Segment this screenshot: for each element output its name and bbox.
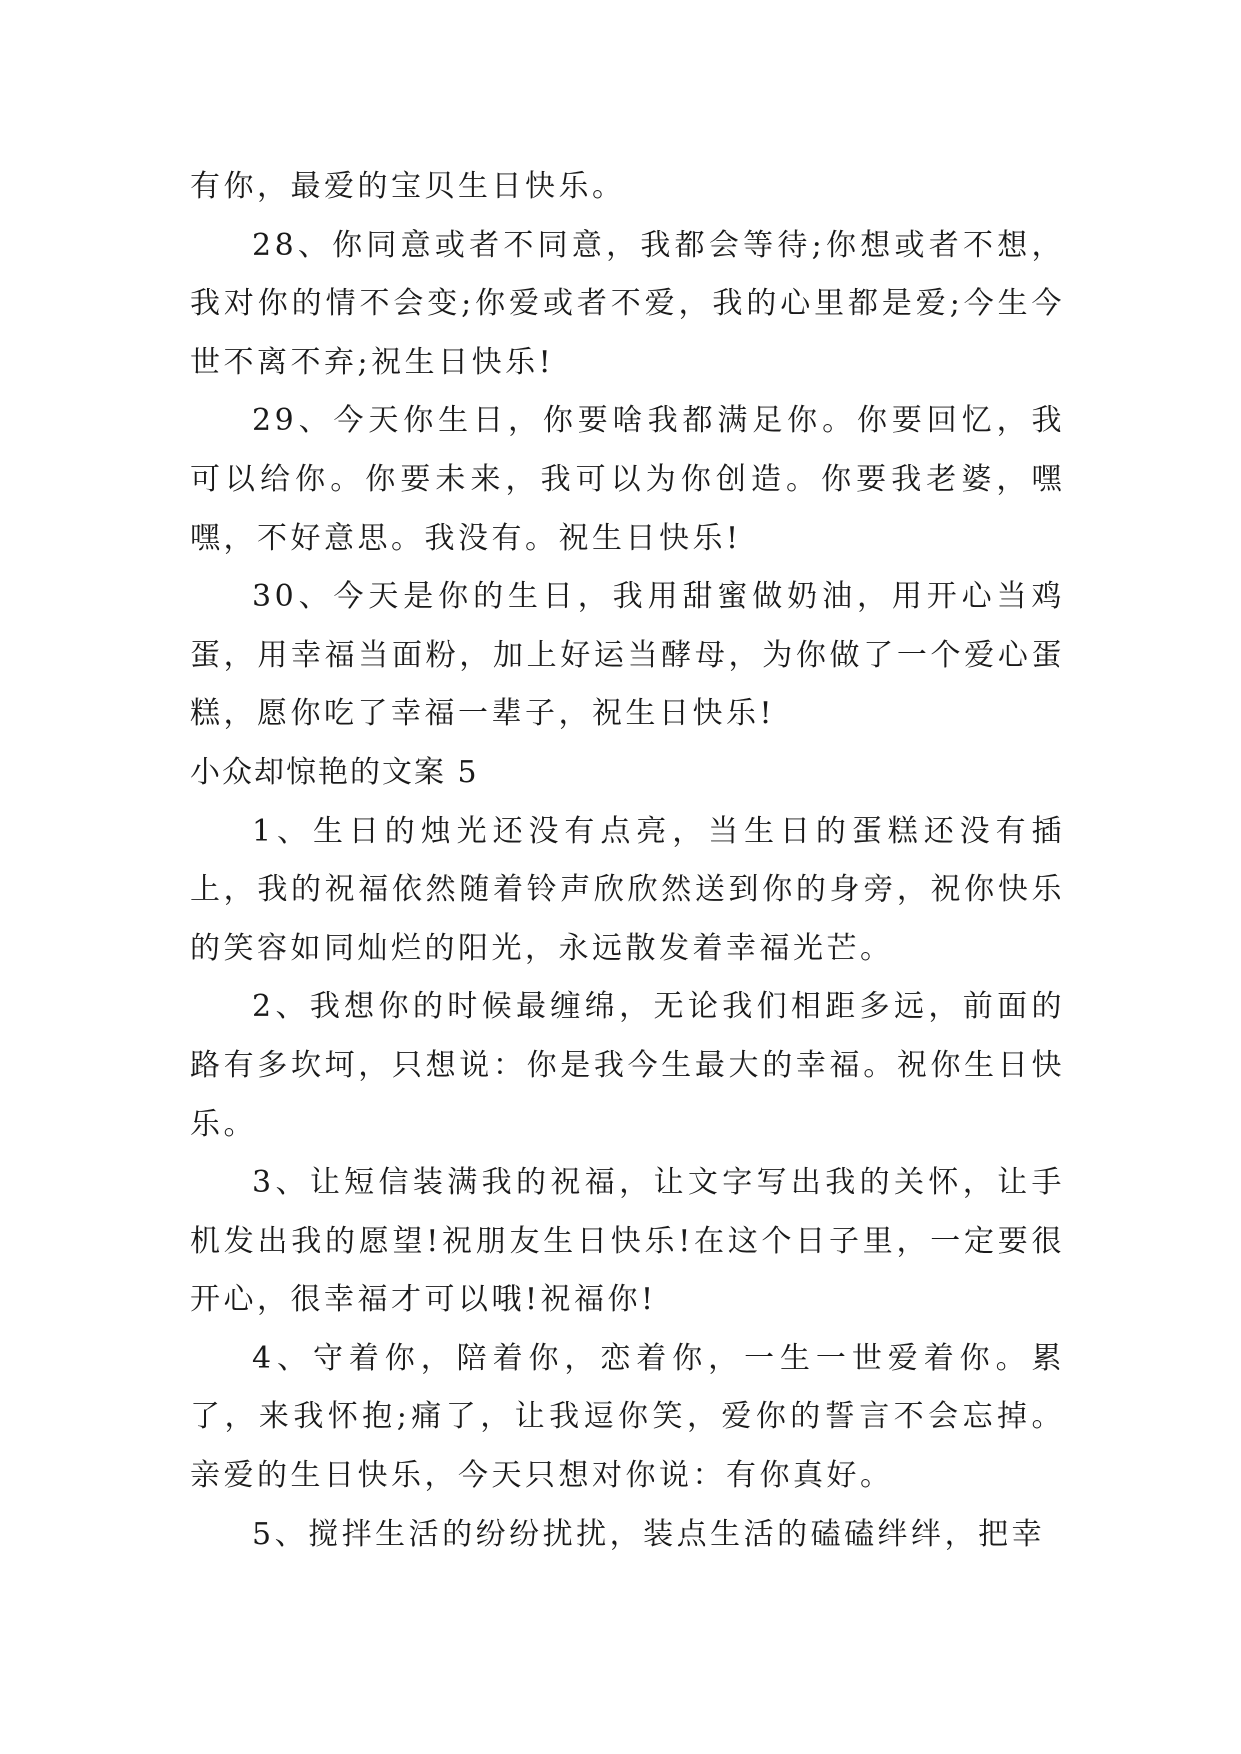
paragraph-item-30: 30、今天是你的生日，我用甜蜜做奶油，用开心当鸡蛋，用幸福当面粉，加上好运当酵母，为你做了一个爱心蛋糕，愿你吃了幸福一辈子，祝生日快乐! [190,579,1065,732]
paragraph-item-2: 2、我想你的时候最缠绵，无论我们相距多远，前面的路有多坎坷，只想说：你是我今生最大的幸福。祝你生日快乐。 [190,989,1065,1142]
paragraph-item-28: 28、你同意或者不同意，我都会等待;你想或者不想，我对你的情不会变;你爱或者不爱，我的心里都是爱;今生今世不离不弃;祝生日快乐! [190,227,1065,380]
paragraph-item-29: 29、今天你生日，你要啥我都满足你。你要回忆，我可以给你。你要未来，我可以为你创造。你要我老婆，嘿嘿，不好意思。我没有。祝生日快乐! [190,403,1065,556]
paragraph-item-5: 5、搅拌生活的纷纷扰扰，装点生活的磕磕绊绊，把幸 [252,1516,1046,1552]
paragraph-continuation: 有你，最爱的宝贝生日快乐。 [190,169,626,204]
document-body [190,158,1065,1564]
section-heading: 小众却惊艳的文案 5 [190,754,479,790]
paragraph-item-4: 4、守着你，陪着你，恋着你，一生一世爱着你。累了，来我怀抱;痛了，让我逗你笑，爱你的誓言不会忘掉。亲爱的生日快乐，今天只想对你说：有你真好。 [190,1340,1065,1494]
paragraph-item-3: 3、让短信装满我的祝福，让文字写出我的关怀，让手机发出我的愿望!祝朋友生日快乐!在这个日子里，一定要很开心，很幸福才可以哦!祝福你! [190,1165,1065,1318]
paragraph-item-1: 1、生日的烛光还没有点亮，当生日的蛋糕还没有插上，我的祝福依然随着铃声欣欣然送到你的身旁，祝你快乐的笑容如同灿烂的阳光，永远散发着幸福光芒。 [190,813,1065,966]
